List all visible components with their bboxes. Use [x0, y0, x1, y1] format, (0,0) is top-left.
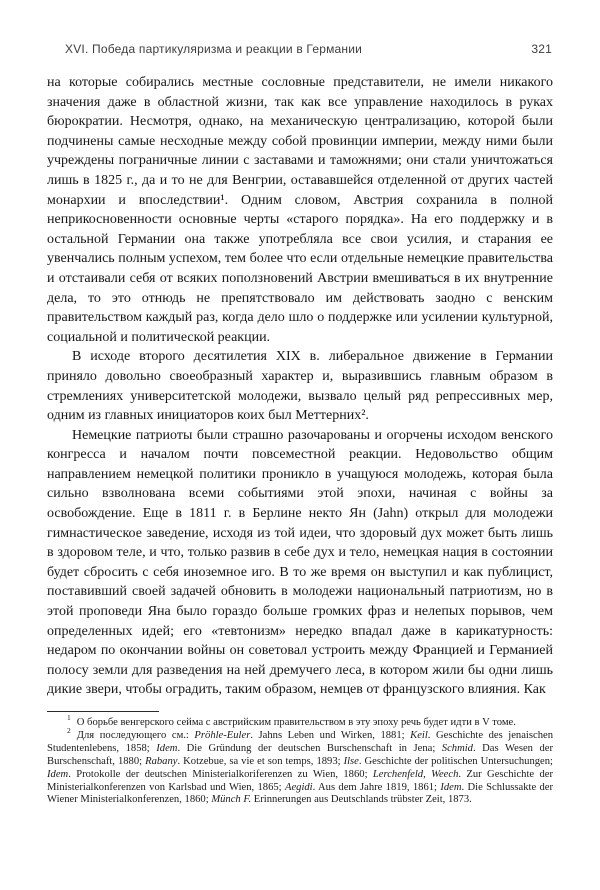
paragraph-german-patriots: Немецкие патриоты были страшно разочарованы и огорчены исходом венского конгресса и началом почти повсеместной реакции. Недовольство общим направлением немецкой политики проникло в учащуюся молодежь, которая была сильно взволнована всеми событиями этой эпохи, начиная с войны за освобождение. Еще в 1811 г. в Берлине некто Ян (Jahn) открыл для молодежи гимнастическое заведение, исходя из той идеи, что здоровый дух может быть лишь в здоровом теле, и что, только развив в себе дух и тело, немецкая нация в состоянии будет сбросить с себя иноземное иго. В то же время он выступил и как публицист, поставивший своей задачей обновить в молодежи национальный патриотизм, но в этой проповеди Яна было гораздо больше громких фраз и нелепых порывов, чем определенных идей; его «тевтонизм» нередко впадал даже в карикатурность: недаром по окончании войны он советовал устроить между Францией и Германией полосу земли для разведения на ней дремучего леса, в котором жили бы одни лишь дикие звери, чтобы оградить, таким образом, немцев от французского влияния. Как	[47, 427, 553, 698]
footnote-2-marker: 2	[67, 726, 71, 736]
page-header	[47, 42, 553, 56]
footnote-1	[47, 713, 553, 730]
footnote-divider	[47, 711, 159, 712]
footnote-1-marker: 1	[67, 713, 71, 723]
footnote-2-text: Для последующего см.: Pröhle-Euler. Jahns Leben und Wirken, 1881; Keil. Geschichte des jenaischen Studentenlebens, 1858; Idem. Die Gründung der deutschen Burschenschaft in Jena; Schmid. Das Wesen der Burschenschaft, 1880; Rabany. Kotzebue, sa vie et son temps, 1893; Ilse. Geschichte der politischen Untersuchungen; Idem. Protokolle der deutschen Ministerialkoriferenzen zu Wien, 1860; Lerchenfeld, Weech. Zur Geschichte der Ministerialkonferenzen von Karlsbad und Wien, 1865; Aegidi. Aus dem Jahre 1819, 1861; Idem. Die Schlussakte der Wiener Ministerialkonferenzen, 1860; Münch F. Erinnerungen aus Deutschlands trübster Zeit, 1873.	[47, 729, 554, 806]
footnote-2	[47, 726, 554, 807]
body-text	[47, 73, 553, 700]
footnotes-block	[47, 713, 554, 807]
paragraph-austria-reaction: на которые собирались местные сословные представители, не имели никакого значения даже в областной жизни, так как все управление находилось в руках бюрократии. Несмотря, однако, на механическую централизацию, которой были подчинены самые несходные между собой провинции империи, между ними были учреждены пограничные линии с заставами и таможнями; они стали уничтожаться лишь в 1825 г., да и то не для Венгрии, остававшейся отделенной от других частей монархии и впоследствии¹. Одним словом, Австрия сохранила в полной неприкосновенности основные черты «старого порядка». На его поддержку и в остальной Германии она также употребляла все свои усилия, и старания ее увенчались полным успехом, тем более что если отдельные немецкие правительства и отстаивали себя от всяких поползновений Австрии вмешиваться в их внутренние дела, то это отнюдь не препятствовало им действовать заодно с венским правительством каждый раз, когда дело шло о поддержке или усилении культурной, социальной и политической реакции.	[47, 75, 553, 345]
paragraph-liberal-movement: В исходе второго десятилетия XIX в. либеральное движение в Германии приняло довольно своеобразный характер и, выразившись главным образом в стремлениях университетской молодежи, вызвало целый ряд репрессивных мер, одним из главных инициаторов коих был Меттерних².	[47, 349, 553, 424]
page-number: 321	[531, 42, 552, 56]
running-title: XVI. Победа партикуляризма и реакции в Германии	[65, 42, 363, 56]
footnote-1-text: О борьбе венгерского сейма с австрийским правительством в эту эпоху речь будет идти в V томе.	[76, 717, 516, 728]
